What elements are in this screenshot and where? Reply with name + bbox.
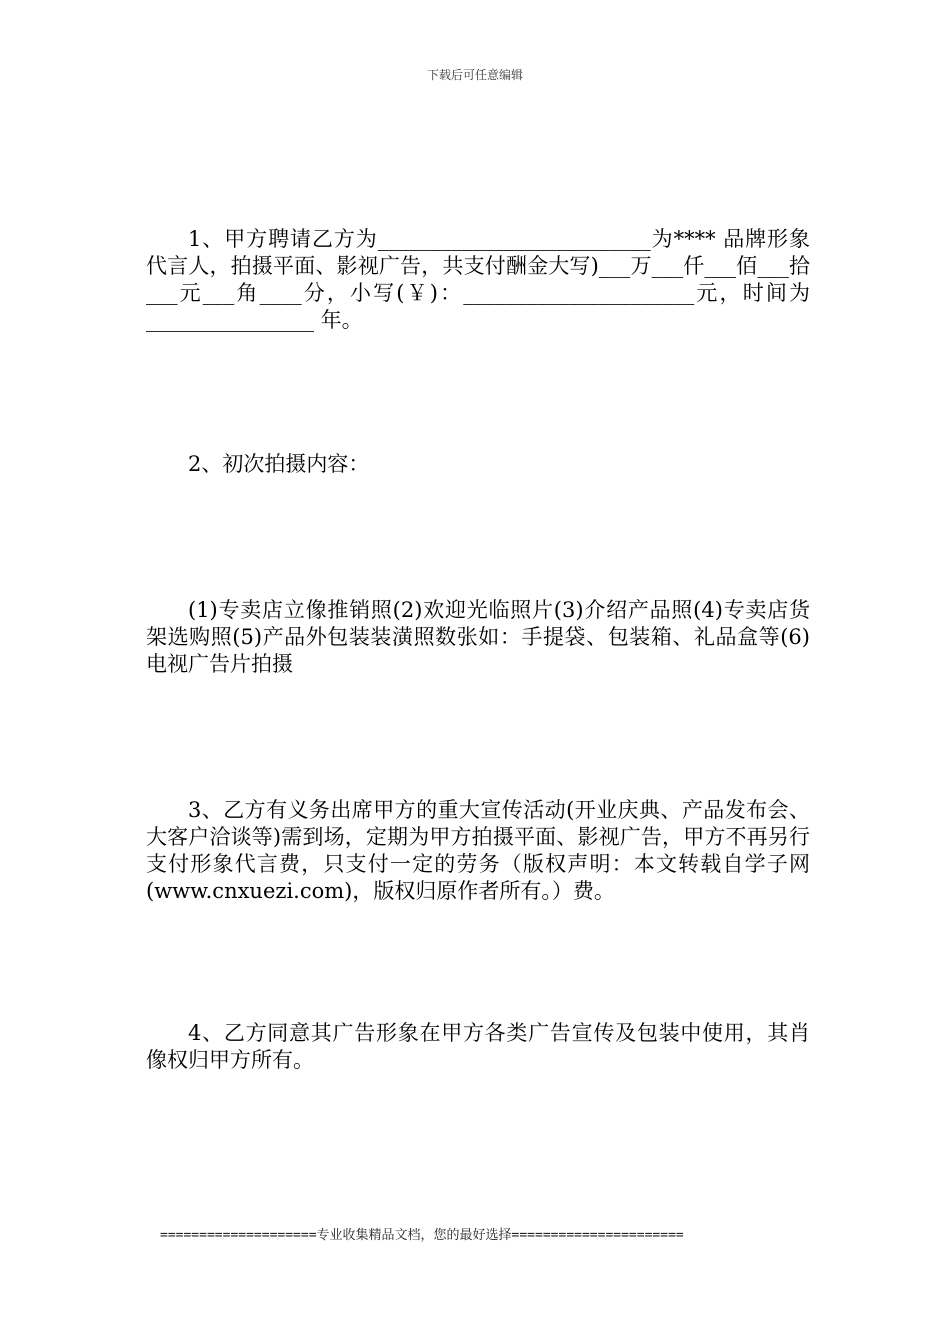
clause-2-paragraph: 2、初次拍摄内容： — [188, 452, 370, 476]
page-header-note: 下载后可任意编辑 — [426, 68, 523, 82]
clause-4-paragraph: 4、乙方同意其广告形象在甲方各类广告宣传及包装中使用，其肖像权归甲方所有。 — [146, 1021, 810, 1072]
page-footer-banner: ====================专业收集精品文档，您的最好选择====================== — [160, 1228, 684, 1243]
clause-3-paragraph: 3、乙方有义务出席甲方的重大宣传活动(开业庆典、产品发布会、大客户洽谈等)需到场，定期为甲方拍摄平面、影视广告，甲方不再另行支付形象代言费，只支付一定的劳务（版权声明：本文转载自学子网(www.cnxuezi.com)，版权归原作者所有。）费。 — [146, 798, 810, 903]
shooting-content-list-paragraph: (1)专卖店立像推销照(2)欢迎光临照片(3)介绍产品照(4)专卖店货架选购照(5)产品外包装装潢照数张如：手提袋、包装箱、礼品盒等(6)电视广告片拍摄 — [146, 598, 810, 676]
clause-1-paragraph: 1、甲方聘请乙方为__________________________为**** 品牌形象代言人，拍摄平面、影视广告，共支付酬金大写)___万___仟___佰___拾___元___角____分，小写(￥)：______________________元，时间为________________ 年。 — [146, 227, 810, 332]
